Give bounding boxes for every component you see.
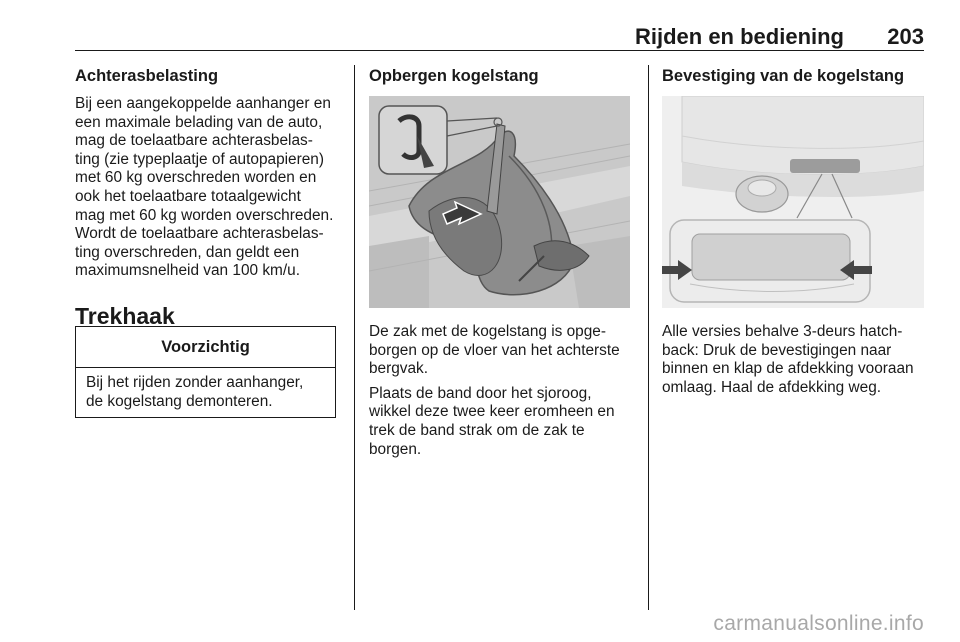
caution-title: Voorzichtig: [76, 327, 335, 368]
middle-column: [369, 66, 639, 86]
text-line: trek de band strak om de zak te: [369, 421, 585, 439]
text-line: mag met 60 kg worden overschreden.: [75, 206, 334, 224]
paragraph-mounting: [662, 323, 937, 397]
section-heading-achterasbelasting: Achterasbelasting: [75, 67, 219, 85]
paragraph-rear-axle-load: [75, 95, 345, 281]
text-line: een maximale belading van de auto,: [75, 113, 323, 131]
text-line: De zak met de kogelstang is opge-: [369, 323, 606, 340]
text-line: ting (zie typeplaatje of autopapieren): [75, 150, 324, 168]
text-line: borgen op de vloer van het achterste: [369, 341, 620, 359]
section-heading-opbergen: Opbergen kogelstang: [369, 67, 539, 85]
page-number: 203: [887, 24, 924, 49]
text-line: bergvak.: [369, 360, 429, 378]
paragraph-stowage: [369, 323, 644, 459]
text-line: Bij het rijden zonder aanhanger,: [86, 374, 304, 391]
text-line: Plaats de band door het sjoroog,: [369, 384, 592, 402]
column-divider-left: [354, 65, 355, 610]
text-line: borgen.: [369, 440, 422, 458]
text-line: binnen en klap de afdekking vooraan: [662, 360, 914, 378]
text-line: ting overschreden, dan geldt een: [75, 243, 300, 261]
running-header-title: Rijden en bediening: [634, 24, 844, 49]
text-line: maximumsnelheid van 100 km/u.: [75, 262, 300, 280]
header-rule: [75, 50, 924, 51]
section-heading-bevestiging: Bevestiging van de kogelstang: [662, 67, 905, 85]
text-line: Alle versies behalve 3-deurs hatch-: [662, 323, 903, 340]
text-line: wikkel deze twee keer eromheen en: [369, 403, 615, 421]
watermark-link[interactable]: carmanualsonline.info: [713, 612, 924, 635]
text-line: Bij een aangekoppelde aanhanger en: [75, 95, 331, 112]
text-line: met 60 kg overschreden worden en: [75, 169, 317, 187]
left-column: [75, 66, 345, 330]
caution-text: [76, 368, 335, 411]
text-line: back: Druk de bevestigingen naar: [662, 341, 892, 359]
section-heading-trekhaak: Trekhaak: [75, 302, 175, 329]
towbar-cover-release-illustration: [662, 96, 924, 308]
towbar-bag-stowage-illustration: [369, 96, 630, 308]
caution-box: [75, 326, 336, 418]
text-line: ook het toelaatbare totaalgewicht: [75, 187, 301, 205]
text-line: Wordt de toelaatbare achterasbelas-: [75, 225, 324, 243]
text-line: de kogelstang demonteren.: [86, 392, 273, 410]
text-line: mag de toelaatbare achterasbelas-: [75, 132, 313, 150]
text-line: omlaag. Haal de afdekking weg.: [662, 378, 882, 396]
column-divider-right: [648, 65, 649, 610]
right-column: [662, 66, 932, 86]
